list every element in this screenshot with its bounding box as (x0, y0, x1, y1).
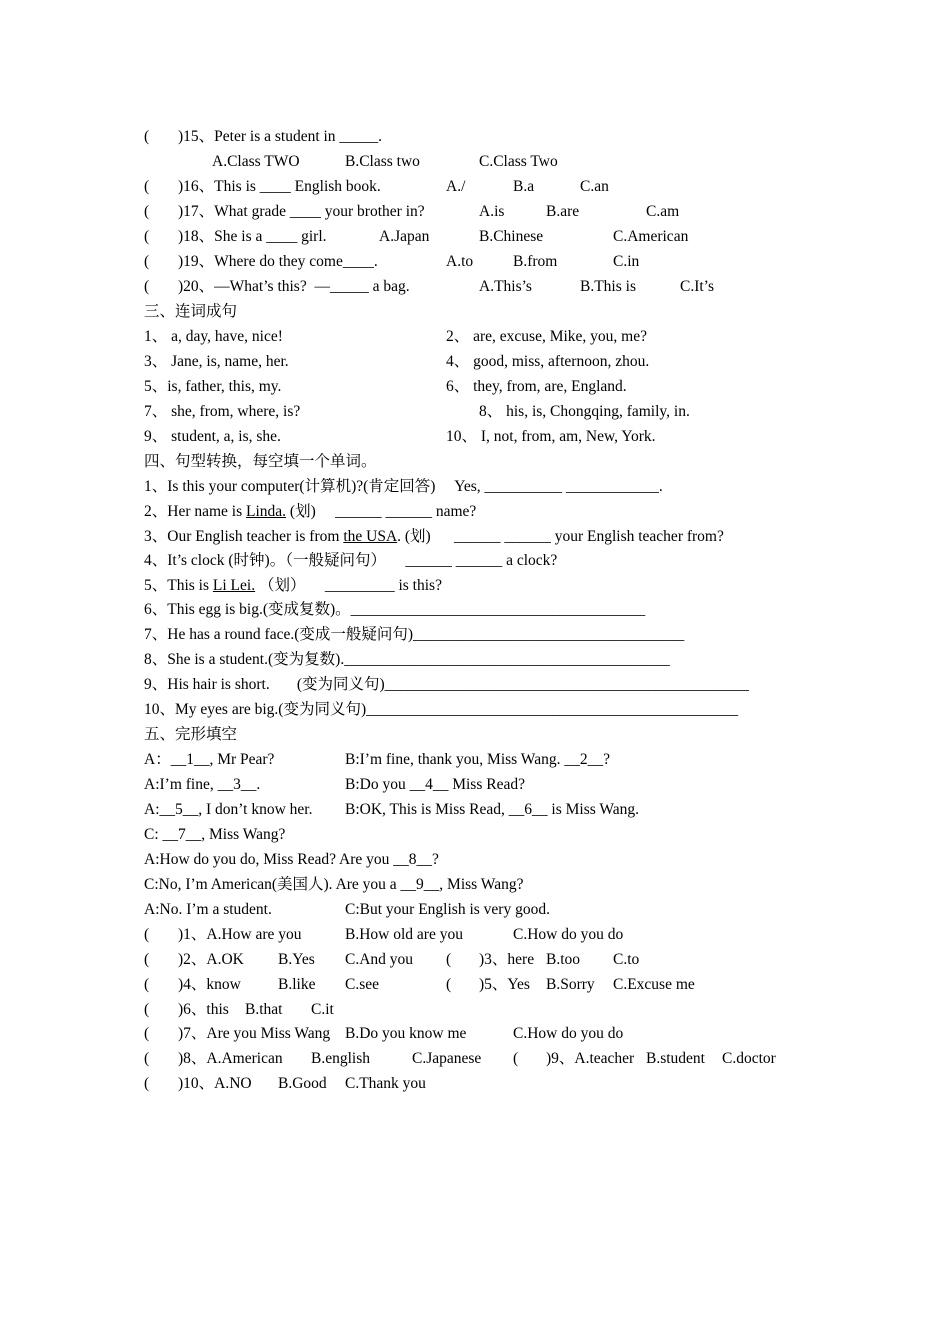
o2-paren: ( (144, 951, 150, 968)
s4-line-7: 7、He has a round face.(变成一般疑问句)___________________________________ (144, 626, 685, 643)
o6-paren: ( (144, 1001, 150, 1018)
dialogue-line-6: C:No, I’m American(美国人). Are you a __9__, Miss Wang? (144, 876, 524, 893)
o1-paren: ( (144, 926, 150, 943)
o9-option-c: C.doctor (722, 1050, 776, 1067)
dialogue-line-4: C: __7__, Miss Wang? (144, 826, 286, 843)
q20-option-b: B.This is (580, 278, 636, 295)
q19-stem: )19、Where do they come____. (178, 253, 378, 270)
q17-option-c: C.am (646, 203, 680, 220)
q19-option-c: C.in (613, 253, 640, 270)
s3-item-5: 5、is, father, this, my. (144, 378, 282, 395)
q16-stem: )16、This is ____ English book. (178, 178, 381, 195)
section3-heading: 三、连词成句 (144, 303, 238, 320)
s4-line-8: 8、She is a student.(变为复数).__________________________________________ (144, 651, 670, 668)
dialogue-line-5: A:How do you do, Miss Read? Are you __8__? (144, 851, 439, 868)
o4-stem: )4、know (178, 976, 241, 993)
q16-option-a: A./ (446, 178, 466, 195)
q20-option-a: A.This’s (479, 278, 532, 295)
dialogue-line-3a: A:__5__, I don’t know her. (144, 801, 313, 818)
s4-line-5-text-b: （划） _________ is this? (255, 577, 442, 594)
dialogue-line-1b: B:I’m fine, thank you, Miss Wang. __2__? (345, 751, 610, 768)
s3-item-8: 8、 his, is, Chongqing, family, in. (479, 403, 690, 420)
o1-stem: )1、A.How are you (178, 926, 302, 943)
s4-line-10: 10、My eyes are big.(变为同义句)________________________________________________ (144, 701, 739, 718)
q15-stem: )15、Peter is a student in _____. (178, 128, 383, 145)
s3-item-1: 1、 a, day, have, nice! (144, 328, 283, 345)
s4-line-2-text-a: 2、Her name is (144, 503, 247, 520)
o7-stem: )7、Are you Miss Wang (178, 1025, 331, 1042)
s4-line-3-text-a: 3、Our English teacher is from (144, 528, 344, 545)
o2-option-b: B.Yes (278, 951, 315, 968)
o7-option-b: B.Do you know me (345, 1025, 467, 1042)
s3-item-3: 3、 Jane, is, name, her. (144, 353, 289, 370)
s4-line-5 (144, 576, 442, 596)
q15-option-a: A.Class TWO (212, 153, 300, 170)
q18-option-c: C.American (613, 228, 689, 245)
dialogue-line-2a: A:I’m fine, __3__. (144, 776, 261, 793)
o5-option-b: B.Sorry (546, 976, 595, 993)
o1-option-c: C.How do you do (513, 926, 624, 943)
section4-heading: 四、句型转换，每空填一个单词。 (144, 453, 377, 470)
o5-stem: )5、Yes (479, 976, 530, 993)
o10-option-c: C.Thank you (345, 1075, 426, 1092)
dialogue-line-7a: A:No. I’m a student. (144, 901, 272, 918)
o7-option-c: C.How do you do (513, 1025, 624, 1042)
s4-line-5-text-a: 5、This is (144, 577, 213, 594)
q17-option-a: A.is (479, 203, 505, 220)
q20-option-c: C.It’s (680, 278, 715, 295)
s4-line-5-underlined: Li Lei. (212, 577, 256, 594)
s3-item-9: 9、 student, a, is, she. (144, 428, 281, 445)
o3-stem: )3、here (479, 951, 535, 968)
o6-option-b: B.that (245, 1001, 283, 1018)
s4-line-3-underlined: the USA (343, 528, 398, 545)
s4-line-3-text-b: . (划) ______ ______ your English teacher from? (397, 528, 724, 545)
s4-line-2-text-b: (划) ______ ______ name? (286, 503, 477, 520)
o10-stem: )10、A.NO (178, 1075, 252, 1092)
q18-option-b: B.Chinese (479, 228, 544, 245)
o9-stem: )9、A.teacher (546, 1050, 635, 1067)
o8-paren: ( (144, 1050, 150, 1067)
q20-paren: ( (144, 278, 150, 295)
o4-option-b: B.like (278, 976, 316, 993)
dialogue-line-1a: A：__1__, Mr Pear? (144, 751, 275, 768)
dialogue-line-2b: B:Do you __4__ Miss Read? (345, 776, 525, 793)
q17-option-b: B.are (546, 203, 580, 220)
s3-item-10: 10、 I, not, from, am, New, York. (446, 428, 656, 445)
q19-option-b: B.from (513, 253, 558, 270)
o7-paren: ( (144, 1025, 150, 1042)
s4-line-3 (144, 527, 724, 547)
o6-option-c: C.it (311, 1001, 334, 1018)
q15-option-b: B.Class two (345, 153, 420, 170)
o8-option-b: B.english (311, 1050, 370, 1067)
o8-option-c: C.Japanese (412, 1050, 482, 1067)
q20-stem: )20、—What’s this? —_____ a bag. (178, 278, 410, 295)
o10-paren: ( (144, 1075, 150, 1092)
s3-item-7: 7、 she, from, where, is? (144, 403, 301, 420)
q15-option-c: C.Class Two (479, 153, 558, 170)
o4-option-c: C.see (345, 976, 380, 993)
q19-paren: ( (144, 253, 150, 270)
o6-stem: )6、this (178, 1001, 229, 1018)
q17-paren: ( (144, 203, 150, 220)
q16-paren: ( (144, 178, 150, 195)
o9-paren: ( (513, 1050, 519, 1067)
q16-option-b: B.a (513, 178, 535, 195)
s3-item-6: 6、 they, from, are, England. (446, 378, 627, 395)
q18-paren: ( (144, 228, 150, 245)
dialogue-line-7b: C:But your English is very good. (345, 901, 550, 918)
o9-option-b: B.student (646, 1050, 705, 1067)
o2-option-c: C.And you (345, 951, 414, 968)
s3-item-2: 2、 are, excuse, Mike, you, me? (446, 328, 648, 345)
s4-line-4: 4、It’s clock (时钟)。（一般疑问句） ______ ______ a clock? (144, 552, 558, 569)
s4-line-1: 1、Is this your computer(计算机)?(肯定回答) Yes, __________ ____________. (144, 478, 663, 495)
o10-option-b: B.Good (278, 1075, 327, 1092)
q19-option-a: A.to (446, 253, 474, 270)
q18-stem: )18、She is a ____ girl. (178, 228, 327, 245)
o3-option-c: C.to (613, 951, 640, 968)
o3-paren: ( (446, 951, 452, 968)
o8-stem: )8、A.American (178, 1050, 283, 1067)
q17-stem: )17、What grade ____ your brother in? (178, 203, 425, 220)
s4-line-9: 9、His hair is short. (变为同义句)_______________________________________________ (144, 676, 749, 693)
dialogue-line-3b: B:OK, This is Miss Read, __6__ is Miss Wang. (345, 801, 640, 818)
s4-line-6: 6、This egg is big.(变成复数)。______________________________________ (144, 601, 646, 618)
s4-line-2 (144, 502, 476, 522)
s3-item-4: 4、 good, miss, afternoon, zhou. (446, 353, 650, 370)
section5-heading: 五、完形填空 (144, 726, 238, 743)
s4-line-2-underlined: Linda. (246, 503, 287, 520)
q15-paren: ( (144, 128, 150, 145)
o1-option-b: B.How old are you (345, 926, 463, 943)
o5-option-c: C.Excuse me (613, 976, 695, 993)
o4-paren: ( (144, 976, 150, 993)
q16-option-c: C.an (580, 178, 609, 195)
q18-option-a: A.Japan (379, 228, 430, 245)
o2-stem: )2、A.OK (178, 951, 244, 968)
o5-paren: ( (446, 976, 452, 993)
o3-option-b: B.too (546, 951, 581, 968)
